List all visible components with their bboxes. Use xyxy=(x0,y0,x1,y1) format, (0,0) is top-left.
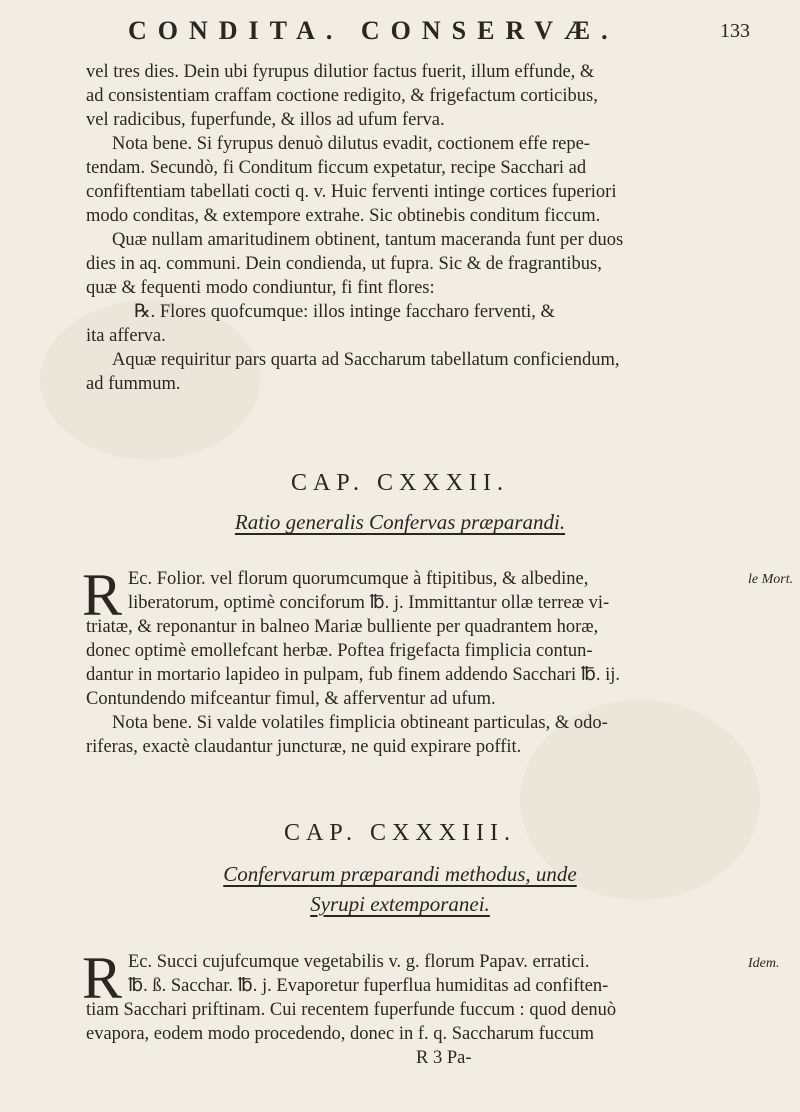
running-title: CONDITA. CONSERVÆ. xyxy=(128,16,619,45)
text-line: Contundendo mifceantur fimul, & afferventur ad ufum. xyxy=(86,689,496,709)
drop-cap: R xyxy=(82,945,123,1011)
margin-note: le Mort. xyxy=(748,572,794,587)
text-line: Aquæ requiritur pars quarta ad Saccharum tabellatum conficiendum, xyxy=(112,350,620,370)
running-head xyxy=(0,16,800,56)
chapter-text-cont xyxy=(86,998,686,1070)
text-line: quæ & fequenti modo condiuntur, fi fint flores: xyxy=(86,278,435,298)
chapter-subtitle: Ratio generalis Confervas præparandi. xyxy=(234,510,566,534)
page-number: 133 xyxy=(720,20,750,42)
text-line: dantur in mortario lapideo in pulpam, fub finem addendo Sacchari ℔. ij. xyxy=(86,665,621,685)
text-line: ℔. ß. Sacchar. ℔. j. Evaporetur fuperflua humiditas ad confiften- xyxy=(128,976,609,996)
text-line: evapora, eodem modo procedendo, donec in f. q. Saccharum fuccum xyxy=(86,1024,595,1044)
text-line: riferas, exactè claudantur juncturæ, ne quid expirare poffit. xyxy=(86,737,522,757)
text-line: liberatorum, optimè conciforum ℔. j. Immittantur ollæ terreæ vi- xyxy=(128,593,610,613)
drop-cap: R xyxy=(82,562,123,628)
margin-note: Idem. xyxy=(748,956,780,971)
text-line: ad fummum. xyxy=(86,374,181,394)
text-line: modo conditas, & extempore extrahe. Sic obtinebis conditum ficcum. xyxy=(86,206,601,226)
chapter-text-cont xyxy=(86,615,686,759)
text-line: Nota bene. Si fyrupus denuò dilutus evadit, coctionem effe repe- xyxy=(112,134,590,154)
chapter-heading: CAP. CXXXII. xyxy=(290,470,509,496)
signature-line: R 3 Pa- xyxy=(416,1048,472,1068)
text-line: dies in aq. communi. Dein condienda, ut fupra. Sic & de fragrantibus, xyxy=(86,254,602,274)
recipe-line: ℞. Flores quofcumque: illos intinge faccharo ferventi, & xyxy=(134,302,555,322)
text-line: tiam Sacchari priftinam. Cui recentem fuperfunde fuccum : quod denuò xyxy=(86,1000,617,1020)
continued-text xyxy=(86,60,686,396)
text-line: triatæ, & reponantur in balneo Mariæ bulliente per quadrantem horæ, xyxy=(86,617,599,637)
chapter-heading: CAP. CXXXIII. xyxy=(283,820,516,846)
text-line: confiftentiam tabellati cocti q. v. Huic ferventi intinge cortices fuperiori xyxy=(86,182,617,202)
chapter-subtitle: Confervarum præparandi methodus, unde xyxy=(223,862,577,886)
text-line: Quæ nullam amaritudinem obtinent, tantum maceranda funt per duos xyxy=(112,230,624,250)
chapter-text xyxy=(128,567,728,615)
chapter-subtitle-2: Syrupi extemporanei. xyxy=(310,892,490,916)
text-line: vel tres dies. Dein ubi fyrupus dilutior factus fuerit, illum effunde, & xyxy=(86,62,595,82)
text-line: tendam. Secundò, fi Conditum ficcum expetatur, recipe Sacchari ad xyxy=(86,158,587,178)
chapter-text xyxy=(128,950,728,998)
text-line: donec optimè emollefcant herbæ. Poftea frigefacta fimplicia contun- xyxy=(86,641,593,661)
text-line: ita afferva. xyxy=(86,326,166,346)
text-line: ad consistentiam craffam coctione redigito, & frigefactum corticibus, xyxy=(86,86,598,106)
text-line: vel radicibus, fuperfunde, & illos ad ufum ferva. xyxy=(86,110,445,130)
text-line: Ec. Folior. vel florum quorumcumque à ftipitibus, & albedine, xyxy=(128,569,589,589)
text-line: Nota bene. Si valde volatiles fimplicia obtineant particulas, & odo- xyxy=(112,713,608,733)
text-line: Ec. Succi cujufcumque vegetabilis v. g. florum Papav. erratici. xyxy=(128,952,590,972)
